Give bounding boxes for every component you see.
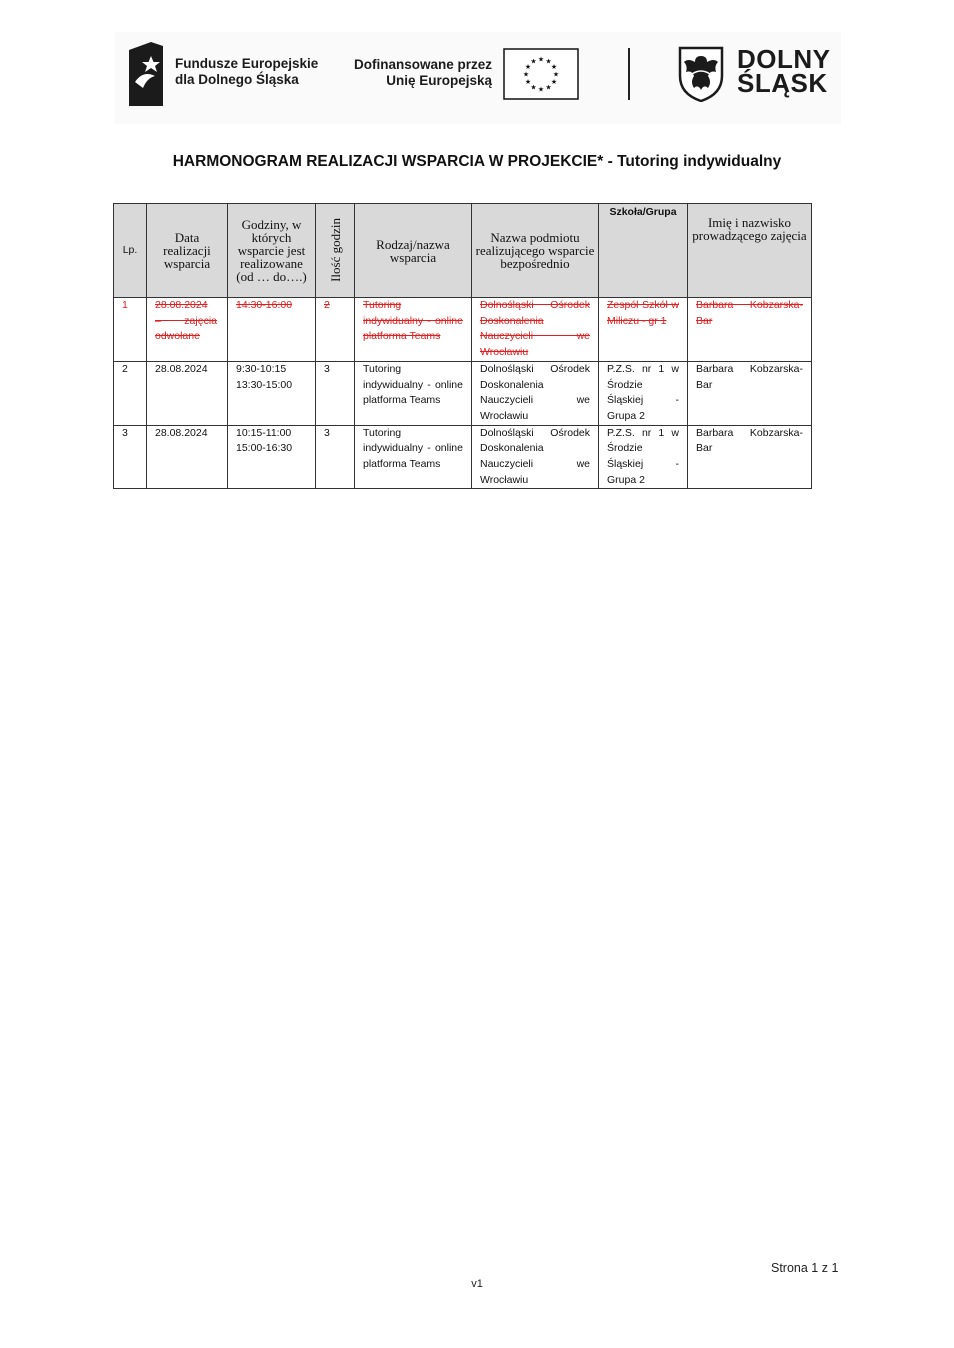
dolny-slask-logo-text bbox=[737, 44, 831, 98]
table-row bbox=[114, 425, 812, 489]
hour-count-label: Ilość godzin bbox=[327, 217, 343, 282]
document-title: HARMONOGRAM REALIZACJI WSPARCIA W PROJEKCIE* - Tutoring indywidualny bbox=[172, 153, 782, 170]
cell-school bbox=[599, 298, 688, 362]
cell-date-value: 28.08.2024 bbox=[155, 299, 208, 311]
cofund-line-2: Unię Europejską bbox=[386, 73, 492, 88]
eu-star-icon: ★ bbox=[552, 70, 560, 79]
cell-school: P.Z.S. nr 1 w Środzie Śląskiej - Grupa 2 bbox=[599, 425, 688, 489]
cell-school: P.Z.S. nr 1 w Środzie Śląskiej - Grupa 2 bbox=[599, 361, 688, 425]
cell-lp: 2 bbox=[114, 361, 147, 425]
cell-lp: 1 bbox=[114, 298, 147, 362]
cell-instructor: Barbara Kobzarska-Bar bbox=[688, 425, 812, 489]
cell-provider: Dolnośląski Ośrodek Doskonalenia Nauczycieli we Wrocławiu bbox=[472, 361, 599, 425]
cell-hours bbox=[228, 425, 316, 489]
table-row bbox=[114, 298, 812, 362]
cell-provider-value: Dolnośląski Ośrodek Doskonalenia Nauczycieli we Wrocławiu bbox=[480, 299, 590, 359]
cell-lp: 3 bbox=[114, 425, 147, 489]
region-line-2: ŚLĄSK bbox=[737, 68, 828, 98]
cell-type bbox=[355, 298, 472, 362]
column-header-instructor: Imię i nazwisko prowadzącego zajęcia bbox=[688, 204, 812, 298]
cell-hours bbox=[228, 298, 316, 362]
column-header-hour-count bbox=[316, 204, 355, 298]
eu-star-icon: ★ bbox=[537, 85, 545, 94]
fe-logo-text bbox=[175, 56, 318, 88]
column-header-lp: Lp. bbox=[114, 204, 147, 298]
cell-school-value: Zespół Szkół w Miliczu - gr 1 bbox=[607, 299, 679, 327]
page-number: Strona 1 z 1 bbox=[771, 1261, 839, 1275]
cell-hour-count-value: 2 bbox=[324, 299, 330, 311]
schedule-table bbox=[113, 203, 812, 489]
cell-instructor bbox=[688, 298, 812, 362]
column-header-school: Szkoła/Grupa bbox=[599, 204, 688, 298]
cell-hours-line: 9:30-10:15 bbox=[236, 362, 287, 375]
region-line-1: DOLNY bbox=[737, 44, 831, 74]
cell-date: 28.08.2024 bbox=[147, 425, 228, 489]
fe-logo-line-2: dla Dolnego Śląska bbox=[175, 72, 299, 87]
table-row bbox=[114, 361, 812, 425]
cell-date: 28.08.2024 bbox=[147, 361, 228, 425]
eu-star-icon: ★ bbox=[530, 57, 537, 66]
eu-star-icon: ★ bbox=[524, 78, 532, 86]
cell-hours-line: 13:30-15:00 bbox=[236, 378, 293, 391]
cell-instructor: Barbara Kobzarska-Bar bbox=[688, 361, 812, 425]
fundusze-europejskie-logo-icon bbox=[129, 42, 163, 106]
eu-star-icon: ★ bbox=[545, 83, 552, 92]
cell-hour-count: 3 bbox=[316, 425, 355, 489]
cell-type: Tutoring indywidualny - online platforma Teams bbox=[355, 361, 472, 425]
version-label: v1 bbox=[471, 1278, 483, 1290]
cell-hours-line: 10:15-11:00 bbox=[236, 426, 292, 439]
column-header-hours: Godziny, w których wsparcie jest realizowane (od … do….) bbox=[228, 204, 316, 298]
fe-logo-line-1: Fundusze Europejskie bbox=[175, 56, 319, 71]
eu-star-icon: ★ bbox=[530, 83, 537, 92]
cell-date-note: – zajęcia odwołane bbox=[155, 314, 217, 343]
cell-hours-line: 14:30-16:00 bbox=[236, 299, 293, 311]
eu-star-icon: ★ bbox=[522, 70, 530, 79]
cell-hours-line: 15:00-16:30 bbox=[236, 442, 293, 455]
column-header-date: Data realizacji wsparcia bbox=[147, 204, 228, 298]
cell-provider bbox=[472, 298, 599, 362]
dolny-slask-eagle-crest-icon bbox=[678, 46, 724, 102]
cell-date bbox=[147, 298, 228, 362]
eu-star-icon: ★ bbox=[524, 63, 532, 71]
eu-star-icon: ★ bbox=[537, 55, 545, 64]
column-header-type: Rodzaj/nazwa wsparcia bbox=[355, 204, 472, 298]
eu-star-icon: ★ bbox=[545, 57, 552, 66]
eu-flag-icon bbox=[503, 48, 579, 100]
eu-star-icon: ★ bbox=[550, 78, 558, 86]
cofund-line-1: Dofinansowane przez bbox=[353, 57, 492, 72]
cell-instructor-value: Barbara Kobzarska-Bar bbox=[696, 299, 803, 327]
cell-type: Tutoring indywidualny - online platforma Teams bbox=[355, 425, 472, 489]
table-header-row bbox=[114, 204, 812, 298]
cell-provider: Dolnośląski Ośrodek Doskonalenia Nauczycieli we Wrocławiu bbox=[472, 425, 599, 489]
cell-hour-count bbox=[316, 298, 355, 362]
cofund-text bbox=[340, 57, 492, 89]
cell-type-value: Tutoring indywidualny - online platforma Teams bbox=[363, 299, 463, 343]
eu-star-icon: ★ bbox=[550, 63, 558, 71]
cell-hour-count: 3 bbox=[316, 361, 355, 425]
logo-divider bbox=[628, 48, 630, 100]
cell-hours bbox=[228, 361, 316, 425]
column-header-provider: Nazwa podmiotu realizującego wsparcie bezpośrednio bbox=[472, 204, 599, 298]
